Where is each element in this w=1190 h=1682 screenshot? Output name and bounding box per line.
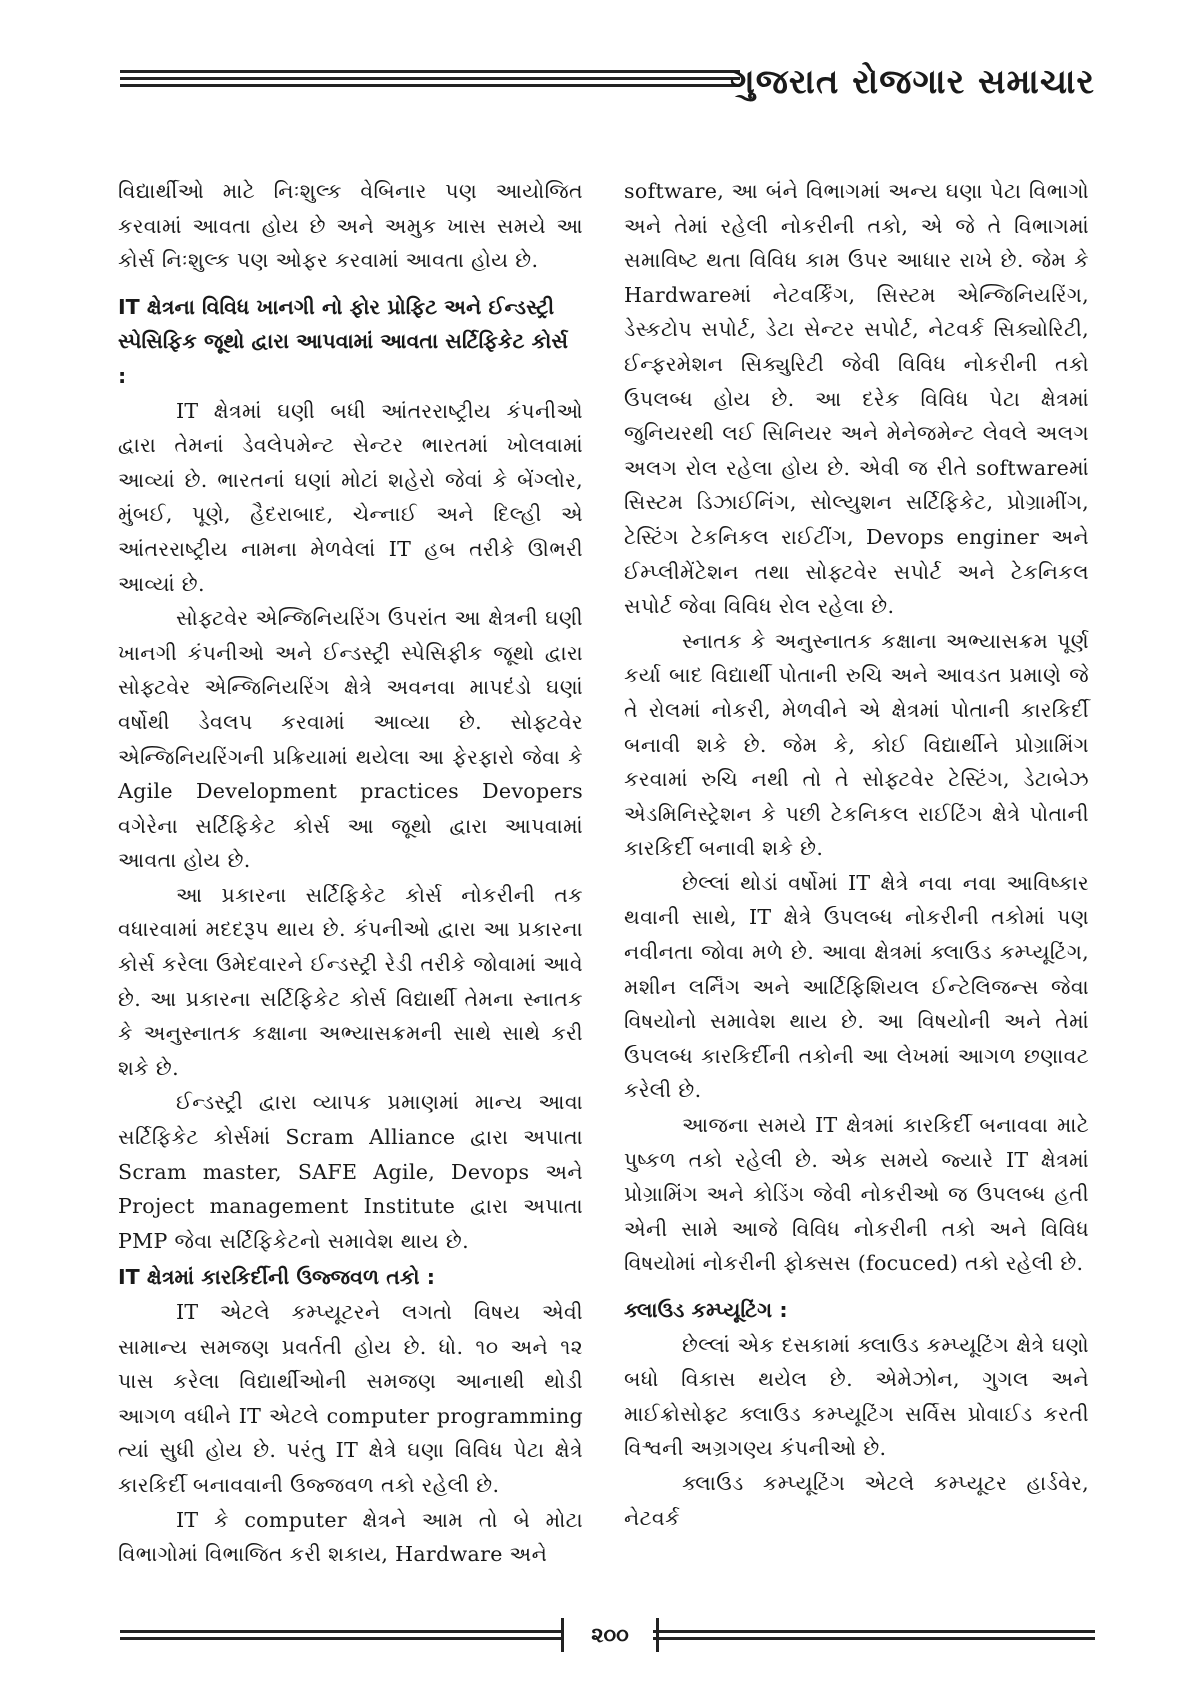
section-heading: ક્લાઉડ કમ્પ્યૂટિંગ :	[624, 1298, 788, 1322]
publication-title: ગુજરાત રોજગાર સમાચાર	[729, 62, 1095, 102]
left-column	[118, 174, 583, 1572]
paragraph: વિદ્યાર્થીઓ માટે નિઃશુલ્ક વેબિનાર પણ આયોજિત કરવામાં આવતા હોય છે અને અમુક ખાસ સમયે આ કોર્સ નિઃશુલ્ક પણ ઓફર કરવામાં આવતા હોય છે.	[118, 179, 583, 273]
paragraph: ઈન્ડસ્ટ્રી દ્વારા વ્યાપક પ્રમાણમાં માન્ય આવા સર્ટિફિકેટ કોર્સમાં Scram Alliance દ્વારા અપાતા Scram master, SAFE Agile, Devops અને Project management Institute દ્વારા અપાતા PMP જેવા સર્ટિફિકેટનો સમાવેશ થાય છે.	[118, 1090, 583, 1253]
paragraph: સ્નાતક કે અનુસ્નાતક કક્ષાના અભ્યાસક્રમ પૂર્ણ કર્યા બાદ વિદ્યાર્થી પોતાની રુચિ અને આવડત પ્રમાણે જે તે રોલમાં નોકરી, મેળવીને એ ક્ષેત્રમાં પોતાની કારકિર્દી બનાવી શકે છે. જેમ કે, કોઈ વિદ્યાર્થીને પ્રોગ્રામિંગ કરવામાં રુચિ નથી તો તે સોફ્ટવેર ટેસ્ટિંગ, ડેટાબેઝ એડમિનિસ્ટ્રેશન કે પછી ટેકનિકલ રાઈટિંગ ક્ષેત્રે પોતાની કારકિર્દી બનાવી શકે છે.	[624, 628, 1089, 861]
page-number: ૨૦૦	[561, 1618, 659, 1652]
footer-rule-left	[120, 1630, 561, 1633]
paragraph: IT ક્ષેત્રમાં ઘણી બધી આંતરરાષ્ટ્રીય કંપનીઓ દ્વારા તેમનાં ડેવલેપમેન્ટ સેન્ટર ભારતમાં ખોલવામાં આવ્યાં છે. ભારતનાં ઘણાં મોટાં શહેરો જેવાં કે બેંગ્લોર, મુંબઈ, પૂણે, હૈદરાબાદ, ચેન્નાઈ અને દિલ્હી એ આંતરરાષ્ટ્રીય નામના મેળવેલાં IT હબ તરીકે ઊભરી આવ્યાં છે.	[118, 398, 583, 596]
page-footer	[120, 1618, 1095, 1658]
right-column	[624, 174, 1089, 1535]
footer-rule-left	[120, 1637, 561, 1640]
paragraph: આ પ્રકારના સર્ટિફિકેટ કોર્સ નોકરીની તક વધારવામાં મદદરૂપ થાય છે. કંપનીઓ દ્વારા આ પ્રકારના કોર્સ કરેલા ઉમેદવારને ઈન્ડસ્ટ્રી રેડી તરીકે જોવામાં આવે છે. આ પ્રકારના સર્ટિફિકેટ કોર્સ વિદ્યાર્થી તેમના સ્નાતક કે અનુસ્નાતક કક્ષાના અભ્યાસક્રમની સાથે સાથે કરી શકે છે.	[118, 882, 583, 1080]
paragraph: સોફ્ટવેર એન્જિનિયરિંગ ઉપરાંત આ ક્ષેત્રની ઘણી ખાનગી કંપનીઓ અને ઈન્ડસ્ટ્રી સ્પેસિફીક જૂથો દ્વારા સોફ્ટવેર એન્જિનિયરિંગ ક્ષેત્રે અવનવા માપદંડો ઘણાં વર્ષોથી ડેવલપ કરવામાં આવ્યા છે. સોફ્ટવેર એન્જિનિયરિંગની પ્રક્રિયામાં થયેલા આ ફેરફારો જેવા કે Agile Development practices Devopers વગેરેના સર્ટિફિકેટ કોર્સ આ જૂથો દ્વારા આપવામાં આવતા હોય છે.	[118, 606, 583, 873]
paragraph: છેલ્લાં એક દસકામાં ક્લાઉડ કમ્પ્યૂટિંગ ક્ષેત્રે ઘણો બધો વિકાસ થયેલ છે. એમેઝોન, ગુગલ અને માઈક્રોસોફ્ટ ક્લાઉડ કમ્પ્યૂટિંગ સર્વિસ પ્રોવાઈડ કરતી વિશ્વની અગ્રગણ્ય કંપનીઓ છે.	[624, 1332, 1089, 1461]
paragraph: IT કે computer ક્ષેત્રને આમ તો બે મોટા વિભાગોમાં વિભાજિત કરી શકાય, Hardware અને	[118, 1507, 583, 1567]
page-header	[120, 52, 1095, 122]
footer-rule-right	[653, 1637, 1095, 1640]
paragraph: software, આ બંને વિભાગમાં અન્ય ઘણા પેટા વિભાગો અને તેમાં રહેલી નોકરીની તકો, એ જે તે વિભાગમાં સમાવિષ્ટ થતા વિવિધ કામ ઉપર આધાર રાખે છે. જેમ કે Hardwareમાં નેટવર્કિંગ, સિસ્ટમ એન્જિનિયરિંગ, ડેસ્કટોપ સપોર્ટ, ડેટા સેન્ટર સપોર્ટ, નેટવર્ક સિક્યોરિટી, ઈન્ફરમેશન સિક્યુરિટી જેવી વિવિધ નોકરીની તકો ઉપલબ્ધ હોય છે. આ દરેક વિવિધ પેટા ક્ષેત્રમાં જુનિયરથી લઈ સિનિયર અને મેનેજમેન્ટ લેવલે અલગ અલગ રોલ રહેલા હોય છે. એવી જ રીતે softwareમાં સિસ્ટમ ડિઝાઈનિંગ, સોલ્યુશન સર્ટિફિકેટ, પ્રોગ્રામીંગ, ટેસ્ટિંગ ટેકનિકલ રાઈટીંગ, Devops enginer અને ઈમ્પ્લીમેંટેશન તથા સોફ્ટવેર સપોર્ટ અને ટેકનિકલ સપોર્ટ જેવા વિવિધ રોલ રહેલા છે.	[624, 179, 1089, 619]
paragraph: ક્લાઉડ કમ્પ્યૂટિંગ એટલે કમ્પ્યૂટર હાર્ડવેર, નેટવર્ક	[624, 1470, 1089, 1530]
section-heading: IT ક્ષેત્રમાં કારકિર્દીની ઉજ્જવળ તકો :	[118, 1265, 435, 1290]
footer-rule-right	[653, 1630, 1095, 1633]
paragraph: આજના સમયે IT ક્ષેત્રમાં કારકિર્દી બનાવવા માટે પુષ્કળ તકો રહેલી છે. એક સમયે જ્યારે IT ક્ષેત્રમાં પ્રોગ્રામિંગ અને કોડિંગ જેવી નોકરીઓ જ ઉપલબ્ધ હતી એની સામે આજે વિવિધ નોકરીની તકો અને વિવિધ વિષયોમાં નોકરીની ફોક્સસ (focuced) તકો રહેલી છે.	[624, 1113, 1089, 1276]
section-heading: IT ક્ષેત્રના વિવિધ ખાનગી નો ફોર પ્રોફિટ અને ઈન્ડસ્ટ્રી સ્પેસિફિક જૂથો દ્વારા આપવામાં આવતા સર્ટિફિકેટ કોર્સ :	[118, 294, 569, 388]
paragraph: છેલ્લાં થોડાં વર્ષોમાં IT ક્ષેત્રે નવા નવા આવિષ્કાર થવાની સાથે, IT ક્ષેત્રે ઉપલબ્ધ નોકરીની તકોમાં પણ નવીનતા જોવા મળે છે. આવા ક્ષેત્રમાં ક્લાઉડ કમ્પ્યૂટિંગ, મશીન લર્નિંગ અને આર્ટિફિશિયલ ઈન્ટેલિજન્સ જેવા વિષયોનો સમાવેશ થાય છે. આ વિષયોની અને તેમાં ઉપલબ્ધ કારકિર્દીની તકોની આ લેખમાં આગળ છણાવટ કરેલી છે.	[624, 870, 1089, 1103]
header-rule-lines	[120, 70, 740, 91]
paragraph: IT એટલે કમ્પ્યૂટરને લગતો વિષય એવી સામાન્ય સમજણ પ્રવર્તતી હોય છે. ધો. ૧૦ અને ૧૨ પાસ કરેલા વિદ્યાર્થીઓની સમજણ આનાથી થોડી આગળ વધીને IT એટલે computer programming ત્યાં સુધી હોય છે. પરંતુ IT ક્ષેત્રે ઘણા વિવિધ પેટા ક્ષેત્રે કારકિર્દી બનાવવાની ઉજ્જવળ તકો રહેલી છે.	[118, 1300, 583, 1497]
